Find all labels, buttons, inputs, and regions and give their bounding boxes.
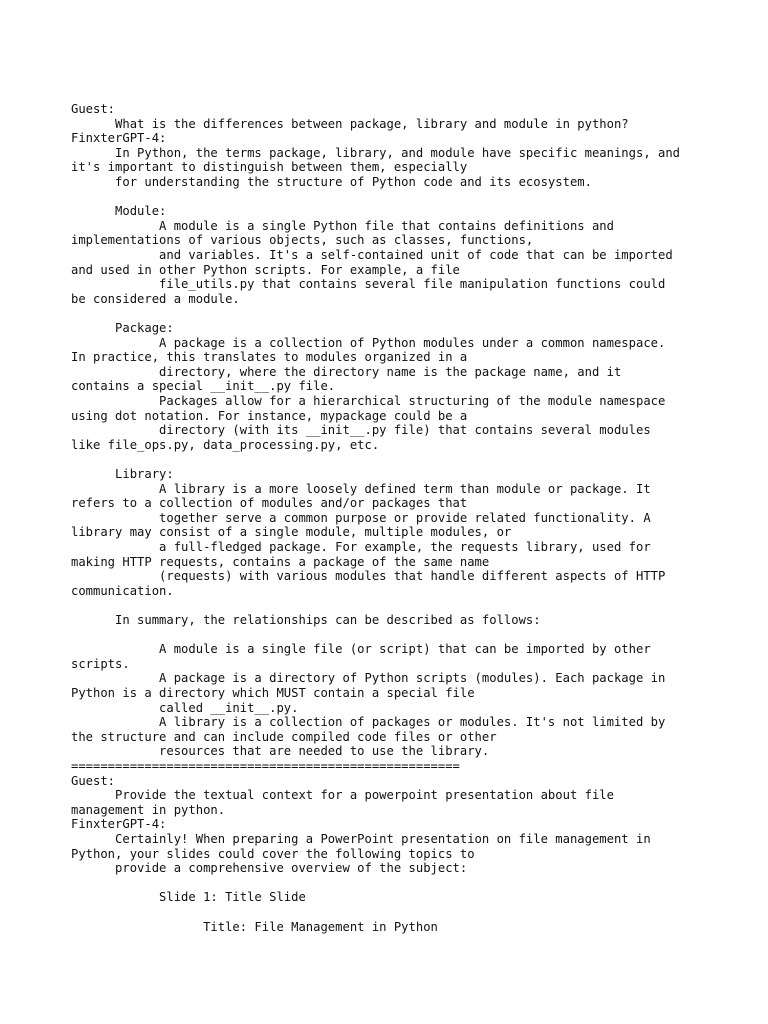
text-line: scripts. [71,656,130,671]
text-line: a full-fledged package. For example, the requests library, used for [71,540,651,554]
text-line: together serve a common purpose or provide related functionality. A [71,510,651,525]
text-line: FinxterGPT-4: [71,817,167,832]
text-line: ===================================================== [71,759,460,773]
text-line: A library is a collection of packages or modules. It's not limited by [71,715,666,730]
text-line: like file_ops.py, data_processing.py, etc. [71,437,380,452]
text-line: Guest: [71,102,116,116]
text-line: implementations of various objects, such as classes, functions, [71,233,534,248]
text-line: Packages allow for a hierarchical structuring of the module namespace [71,394,666,408]
text-line: management in python. [71,802,226,817]
text-line: Python is a directory which MUST contain a special file [71,686,475,700]
text-line: using dot notation. For instance, mypackage could be a [71,408,468,423]
text-line: refers to a collection of modules and/or packages that [71,496,468,511]
text-line: A library is a more loosely defined term than module or package. It [71,481,651,496]
text-line: A module is a single file (or script) that can be imported by other [71,642,651,657]
text-line: library may consist of a single module, multiple modules, or [71,525,512,540]
text-line: Guest: [71,773,116,788]
text-line: Python, your slides could cover the following topics to [71,846,475,861]
text-line: A module is a single Python file that contains definitions and [71,218,614,233]
text-line: provide a comprehensive overview of the subject: [71,861,468,876]
text-line: Title: File Management in Python [71,919,438,934]
text-line: (requests) with various modules that handle different aspects of HTTP [71,569,666,584]
text-line: In summary, the relationships can be described as follows: [71,613,541,627]
text-line: What is the differences between package, library and module in python? [71,116,629,131]
text-line: In practice, this translates to modules organized in a [71,350,468,365]
text-line: called __init__.py. [71,700,299,715]
text-line: A package is a collection of Python modules under a common namespace. [71,335,666,350]
text-line: and variables. It's a self-contained unit of code that can be imported [71,248,673,262]
text-line: Slide 1: Title Slide [71,890,306,905]
text-line: communication. [71,583,174,598]
text-line: In Python, the terms package, library, and module have specific meanings, and [71,145,681,160]
text-line: file_utils.py that contains several file manipulation functions could [71,277,666,292]
text-line: Package: [71,321,174,335]
text-line: for understanding the structure of Python code and its ecosystem. [71,175,592,189]
text-line: directory, where the directory name is the package name, and it [71,364,622,379]
text-line: the structure and can include compiled code files or other [71,729,497,744]
text-line: be considered a module. [71,291,240,306]
text-line: FinxterGPT-4: [71,131,167,146]
text-line: contains a special __init__.py file. [71,379,336,394]
text-line: directory (with its __init__.py file) that contains several modules [71,423,651,438]
text-line: resources that are needed to use the library. [71,744,490,759]
text-line: Library: [71,467,174,481]
text-line: A package is a directory of Python scripts (modules). Each package in [71,671,666,686]
text-line: Certainly! When preparing a PowerPoint presentation on file management in [71,832,651,846]
text-line: making HTTP requests, contains a package of the same name [71,554,490,569]
text-line: Module: [71,204,167,219]
text-line: it's important to distinguish between them, especially [71,160,468,175]
text-line: and used in other Python scripts. For example, a file [71,262,460,277]
text-line: Provide the textual context for a powerpoint presentation about file [71,788,614,803]
